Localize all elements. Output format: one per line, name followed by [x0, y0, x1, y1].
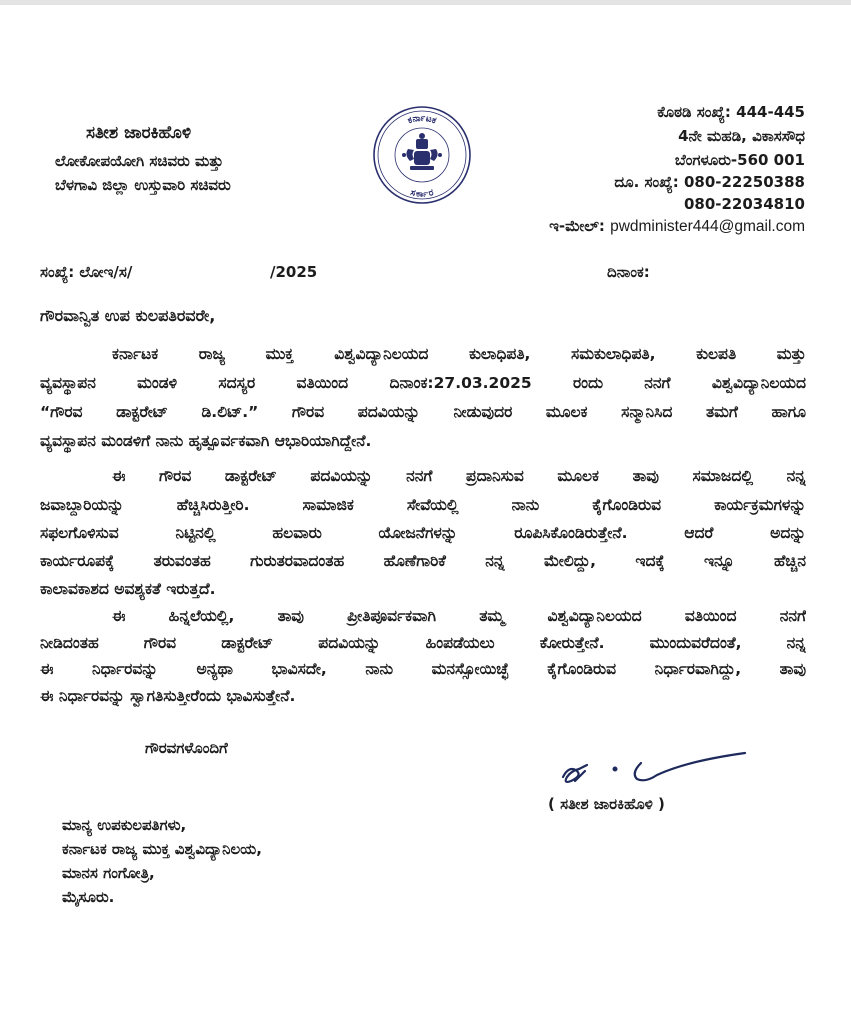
government-seal-icon	[370, 103, 474, 207]
svg-text:ಕರ್ನಾಟಕ	[407, 114, 438, 127]
seal-top-text: ಕರ್ನಾಟಕ	[406, 113, 438, 127]
body-line: “ಗೌರವ ಡಾಕ್ಟರೇಟ್ ಡಿ.ಲಿಟ್.” ಗೌರವ ಪದವಿಯನ್ನು ನೀಡುವುದರ ಮೂಲಕ ಸನ್ಮಾನಿಸಿದ ತಮಗೆ ಹಾಗೂ	[40, 403, 806, 421]
closing: ಗೌರವಗಳೊಂದಿಗೆ	[145, 739, 228, 757]
addressee-line: ಮಾನ್ಯ ಉಪಕುಲಪತಿಗಳು,	[62, 816, 187, 834]
email-label: ಇ-ಮೇಲ್:	[549, 217, 605, 235]
reference-year: /2025	[270, 263, 318, 281]
office-phone-2: 080-22034810	[683, 195, 805, 213]
sender-designation-2: ಬೆಳಗಾವಿ ಜಿಲ್ಲಾ ಉಸ್ತುವಾರಿ ಸಚಿವರು	[55, 176, 231, 194]
body-line: ಈ ಗೌರವ ಡಾಕ್ಟರೇಟ್ ಪದವಿಯನ್ನು ನನಗೆ ಪ್ರದಾನಿಸುವ ಮೂಲಕ ತಾವು ಸಮಾಜದಲ್ಲಿ ನನ್ನ	[112, 467, 806, 485]
seal-bottom-text: ಸರ್ಕಾರ	[409, 187, 435, 200]
handwritten-signature	[555, 737, 755, 795]
date-label: ದಿನಾಂಕ:	[607, 263, 650, 281]
svg-text:ಸರ್ಕಾರ	[409, 188, 435, 200]
body-line: ನೀಡಿದಂತಹ ಗೌರವ ಡಾಕ್ಟರೇಟ್ ಪದವಿಯನ್ನು ಹಿಂಪಡೆಯಲು ಕೋರುತ್ತೇನೆ. ಮುಂದುವರೆದಂತೆ, ನನ್ನ	[40, 634, 806, 652]
body-line: ಜವಾಬ್ದಾರಿಯನ್ನು ಹೆಚ್ಚಿಸಿರುತ್ತೀರಿ. ಸಾಮಾಜಿಕ ಸೇವೆಯಲ್ಲಿ ನಾನು ಕೈಗೊಂಡಿರುವ ಕಾರ್ಯಕ್ರಮಗಳನ್ನು	[40, 496, 806, 514]
addressee-line: ಕರ್ನಾಟಕ ರಾಜ್ಯ ಮುಕ್ತ ವಿಶ್ವವಿದ್ಯಾನಿಲಯ,	[62, 840, 262, 858]
body-line: ಈ ಹಿನ್ನಲೆಯಲ್ಲಿ, ತಾವು ಪ್ರೀತಿಪೂರ್ವಕವಾಗಿ ತಮ್ಮ ವಿಶ್ವವಿದ್ಯಾನಿಲಯದ ವತಿಯಿಂದ ನನಗೆ	[112, 607, 806, 625]
sender-name: ಸತೀಶ ಜಾರಕಿಹೊಳಿ	[86, 123, 192, 143]
body-line: ಕಾರ್ಯರೂಪಕ್ಕೆ ತರುವಂತಹ ಗುರುತರವಾದಂತಹ ಹೊಣೆಗಾರಿಕೆ ನನ್ನ ಮೇಲಿದ್ದು, ಇದಕ್ಕೆ ಇನ್ನೂ ಹೆಚ್ಚಿನ	[40, 552, 806, 570]
signatory-name: ( ಸತೀಶ ಜಾರಕಿಹೊಳಿ )	[548, 795, 665, 813]
body-line: ಈ ನಿರ್ಧಾರವನ್ನು ಸ್ವಾಗತಿಸುತ್ತೀರೆಂದು ಭಾವಿಸುತ್ತೇನೆ.	[40, 687, 296, 705]
addressee-line: ಮೈಸೂರು.	[62, 888, 115, 906]
reference-number: ಸಂಖ್ಯೆ: ಲೋಇ/ಸ/	[40, 263, 133, 281]
body-line: ಈ ನಿರ್ಧಾರವನ್ನು ಅನ್ಯಥಾ ಭಾವಿಸದೇ, ನಾನು ಮನಸ್ಸೋಯಿಚ್ಛೆ ಕೈಗೊಂಡಿರುವ ನಿರ್ಧಾರವಾಗಿದ್ದು, ತಾವು	[40, 660, 806, 678]
email-address[interactable]: pwdminister444@gmail.com	[610, 218, 805, 235]
salutation: ಗೌರವಾನ್ವಿತ ಉಪ ಕುಲಪತಿರವರೇ,	[40, 306, 216, 325]
office-city: ಬೆಂಗಳೂರು-560 001	[674, 151, 805, 169]
office-email-line	[549, 217, 805, 236]
body-line: ವ್ಯವಸ್ಥಾಪನ ಮಂಡಳಿಗೆ ನಾನು ಹೃತ್ಪೂರ್ವಕವಾಗಿ ಆಭಾರಿಯಾಗಿದ್ದೇನೆ.	[40, 432, 372, 450]
office-floor: 4ನೇ ಮಹಡಿ, ವಿಕಾಸಸೌಧ	[678, 127, 805, 145]
body-line: ಸಫಲಗೊಳಿಸುವ ನಿಟ್ಟಿನಲ್ಲಿ ಹಲವಾರು ಯೋಜನೆಗಳನ್ನು ರೂಪಿಸಿಕೊಂಡಿರುತ್ತೇನೆ. ಆದರೆ ಅದನ್ನು	[40, 524, 806, 542]
office-phone-1: ದೂ. ಸಂಖ್ಯೆ: 080-22250388	[614, 173, 805, 191]
office-room: ಕೊಠಡಿ ಸಂಖ್ಯೆ: 444-445	[657, 103, 805, 121]
body-line: ಕಾಲಾವಕಾಶದ ಅವಶ್ಯಕತೆ ಇರುತ್ತದೆ.	[40, 580, 216, 598]
sender-designation-1: ಲೋಕೋಪಯೋಗಿ ಸಚಿವರು ಮತ್ತು	[55, 152, 224, 170]
body-line: ಕರ್ನಾಟಕ ರಾಜ್ಯ ಮುಕ್ತ ವಿಶ್ವವಿದ್ಯಾನಿಲಯದ ಕುಲಾಧಿಪತಿ, ಸಮಕುಲಾಧಿಪತಿ, ಕುಲಪತಿ ಮತ್ತು	[112, 345, 806, 363]
addressee-line: ಮಾನಸ ಗಂಗೋತ್ರಿ,	[62, 864, 155, 882]
emblem-icon	[402, 133, 442, 170]
body-line: ವ್ಯವಸ್ಥಾಪನ ಮಂಡಳಿ ಸದಸ್ಯರ ವತಿಯಿಂದ ದಿನಾಂಕ:27.03.2025 ರಂದು ನನಗೆ ವಿಶ್ವವಿದ್ಯಾನಿಲಯದ	[40, 374, 806, 392]
